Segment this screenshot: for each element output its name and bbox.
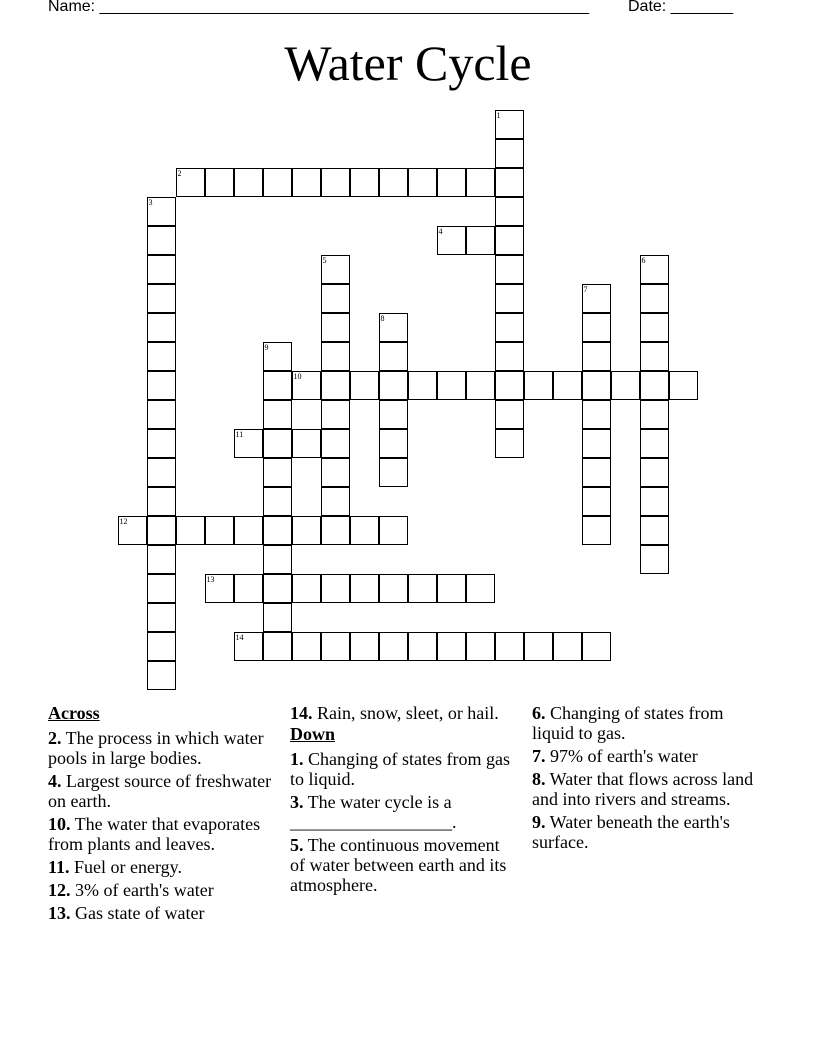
crossword-cell[interactable] [379, 516, 408, 545]
crossword-cell[interactable] [495, 632, 524, 661]
crossword-cell[interactable] [147, 255, 176, 284]
clue [48, 728, 284, 768]
clue-number: 8 [380, 313, 385, 323]
crossword-cell[interactable] [234, 632, 263, 661]
crossword-cell[interactable] [669, 371, 698, 400]
crossword-cell[interactable] [495, 429, 524, 458]
clue [290, 835, 512, 895]
crossword-cell[interactable] [582, 429, 611, 458]
header [48, 0, 733, 16]
clue-text: The continuous movement of water between earth and its atmosphere. [290, 835, 507, 895]
crossword-cell[interactable] [321, 516, 350, 545]
clue-number: 12 [119, 516, 128, 526]
clue [532, 746, 768, 766]
crossword-cell[interactable] [640, 429, 669, 458]
clue-text: The water that evaporates from plants and leaves. [48, 814, 261, 854]
crossword-cell[interactable] [263, 603, 292, 632]
crossword-cell[interactable] [379, 632, 408, 661]
crossword-cell[interactable] [379, 574, 408, 603]
crossword-cell[interactable] [640, 487, 669, 516]
crossword-cell[interactable] [495, 313, 524, 342]
crossword-cell[interactable] [495, 197, 524, 226]
clue-number: 11 [235, 429, 244, 439]
crossword-cell[interactable] [553, 632, 582, 661]
crossword-cell[interactable] [147, 313, 176, 342]
clue [48, 814, 284, 854]
crossword-cell[interactable] [437, 168, 466, 197]
crossword-cell[interactable] [321, 313, 350, 342]
crossword-cell[interactable] [495, 110, 524, 139]
crossword-cell[interactable] [640, 458, 669, 487]
crossword-cell[interactable] [321, 487, 350, 516]
clue-number: 3 [148, 197, 153, 207]
crossword-cell[interactable] [263, 458, 292, 487]
clues-column-1 [48, 703, 284, 926]
across-clue-list [48, 728, 284, 923]
clue-number: 2 [177, 168, 182, 178]
crossword-cell[interactable] [379, 342, 408, 371]
down-clue-list [290, 749, 512, 895]
clue-text: Rain, snow, sleet, or hail. [312, 703, 499, 723]
clue-text: 3% of earth's water [70, 880, 214, 900]
clue-number: 1 [496, 110, 501, 120]
crossword-cell[interactable] [582, 516, 611, 545]
crossword-cell[interactable] [118, 516, 147, 545]
crossword-cell[interactable] [524, 632, 553, 661]
crossword-cell[interactable] [234, 429, 263, 458]
crossword-cell[interactable] [205, 574, 234, 603]
clue-text: Fuel or energy. [69, 857, 182, 877]
clue-number: 13 [206, 574, 215, 584]
clue-number: 10 [293, 371, 302, 381]
crossword-cell[interactable] [611, 371, 640, 400]
crossword-cell[interactable] [176, 516, 205, 545]
clue [48, 880, 284, 900]
crossword-cell[interactable] [263, 516, 292, 545]
crossword-cell[interactable] [292, 429, 321, 458]
crossword-cell[interactable] [263, 487, 292, 516]
clue-number: 14 [235, 632, 244, 642]
crossword-cell[interactable] [147, 400, 176, 429]
clue [48, 771, 284, 811]
crossword-cell[interactable] [292, 574, 321, 603]
clue [290, 703, 512, 723]
clue-number-label: 6. [532, 703, 546, 723]
clue-number: 7 [583, 284, 588, 294]
clue-number-label: 3. [290, 792, 304, 812]
crossword-cell[interactable] [350, 632, 379, 661]
crossword-cell[interactable] [495, 255, 524, 284]
clue-number-label: 10. [48, 814, 71, 834]
clue-number-label: 12. [48, 880, 71, 900]
clue-text: Water that flows across land and into rivers and streams. [532, 769, 754, 809]
crossword-cell[interactable] [495, 400, 524, 429]
crossword-cell[interactable] [640, 255, 669, 284]
clue-number: 9 [264, 342, 269, 352]
clue-text: Gas state of water [70, 903, 205, 923]
crossword-cell[interactable] [379, 400, 408, 429]
crossword-cell[interactable] [437, 371, 466, 400]
crossword-cell[interactable] [582, 487, 611, 516]
crossword-cell[interactable] [263, 632, 292, 661]
crossword-cell[interactable] [640, 313, 669, 342]
clues-column-3 [532, 703, 768, 855]
crossword-cell[interactable] [321, 255, 350, 284]
crossword-cell[interactable] [582, 313, 611, 342]
clue-number-label: 4. [48, 771, 62, 791]
name-field-label: Name: _______________________________________________________ [48, 0, 589, 15]
down-heading: Down [290, 724, 336, 744]
crossword-cell[interactable] [263, 545, 292, 574]
crossword-cell[interactable] [437, 574, 466, 603]
clue [532, 703, 768, 743]
crossword-cell[interactable] [147, 516, 176, 545]
crossword-cell[interactable] [640, 284, 669, 313]
clue-number-label: 7. [532, 746, 546, 766]
crossword-cell[interactable] [321, 429, 350, 458]
crossword-cell[interactable] [263, 400, 292, 429]
crossword-cell[interactable] [524, 371, 553, 400]
crossword-cell[interactable] [640, 545, 669, 574]
crossword-cell[interactable] [437, 226, 466, 255]
clue [532, 812, 768, 852]
clue-number-label: 11. [48, 857, 70, 877]
crossword-cell[interactable] [263, 371, 292, 400]
clue-text: 97% of earth's water [545, 746, 698, 766]
crossword-cell[interactable] [466, 371, 495, 400]
crossword-cell[interactable] [321, 400, 350, 429]
crossword-cell[interactable] [176, 168, 205, 197]
crossword-cell[interactable] [495, 284, 524, 313]
crossword-cell[interactable] [147, 545, 176, 574]
crossword-cell[interactable] [379, 429, 408, 458]
crossword-cell[interactable] [408, 632, 437, 661]
crossword-cell[interactable] [640, 342, 669, 371]
crossword-cell[interactable] [234, 516, 263, 545]
crossword-cell[interactable] [379, 168, 408, 197]
clue-number: 4 [438, 226, 443, 236]
crossword-cell[interactable] [379, 371, 408, 400]
crossword-cell[interactable] [234, 168, 263, 197]
clue [290, 749, 512, 789]
crossword-cell[interactable] [495, 371, 524, 400]
crossword-cell[interactable] [582, 284, 611, 313]
crossword-cell[interactable] [205, 168, 234, 197]
crossword-cell[interactable] [640, 371, 669, 400]
crossword-cell[interactable] [292, 516, 321, 545]
crossword-cell[interactable] [147, 574, 176, 603]
crossword-cell[interactable] [553, 371, 582, 400]
crossword-cell[interactable] [263, 429, 292, 458]
crossword-cell[interactable] [321, 574, 350, 603]
crossword-cell[interactable] [205, 516, 234, 545]
crossword-cell[interactable] [379, 313, 408, 342]
clue [48, 857, 284, 877]
crossword-cell[interactable] [350, 168, 379, 197]
crossword-cell[interactable] [582, 458, 611, 487]
crossword-cell[interactable] [466, 574, 495, 603]
crossword-cell[interactable] [147, 197, 176, 226]
clue [290, 792, 512, 832]
crossword-cell[interactable] [147, 371, 176, 400]
clue-number-label: 14. [290, 703, 313, 723]
crossword-cell[interactable] [495, 342, 524, 371]
crossword-cell[interactable] [147, 661, 176, 690]
crossword-cell[interactable] [147, 226, 176, 255]
crossword-cell[interactable] [263, 168, 292, 197]
crossword-cell[interactable] [582, 632, 611, 661]
crossword-cell[interactable] [147, 458, 176, 487]
crossword-cell[interactable] [321, 168, 350, 197]
clue-number: 6 [641, 255, 646, 265]
crossword-cell[interactable] [147, 487, 176, 516]
clue-text: The water cycle is a __________________. [290, 792, 457, 832]
crossword-cell[interactable] [147, 429, 176, 458]
crossword-cell[interactable] [350, 516, 379, 545]
crossword-cell[interactable] [408, 574, 437, 603]
clue [532, 769, 768, 809]
crossword-cell[interactable] [640, 400, 669, 429]
crossword-cell[interactable] [582, 342, 611, 371]
clue-text: Water beneath the earth's surface. [532, 812, 730, 852]
crossword-cell[interactable] [350, 371, 379, 400]
crossword-cell[interactable] [292, 632, 321, 661]
crossword-cell[interactable] [466, 632, 495, 661]
crossword-cell[interactable] [640, 516, 669, 545]
crossword-cell[interactable] [495, 139, 524, 168]
crossword-cell[interactable] [379, 458, 408, 487]
crossword-cell[interactable] [321, 342, 350, 371]
crossword-cell[interactable] [495, 168, 524, 197]
crossword-cell[interactable] [147, 342, 176, 371]
clue-number-label: 5. [290, 835, 304, 855]
clue-text: The process in which water pools in large bodies. [48, 728, 264, 768]
crossword-cell[interactable] [582, 371, 611, 400]
page-title: Water Cycle [284, 35, 532, 91]
crossword-cell[interactable] [147, 603, 176, 632]
crossword-cell[interactable] [292, 168, 321, 197]
crossword-cell[interactable] [582, 400, 611, 429]
clue-text: Changing of states from gas to liquid. [290, 749, 510, 789]
across-heading: Across [48, 703, 100, 723]
crossword-cell[interactable] [408, 371, 437, 400]
crossword-cell[interactable] [263, 574, 292, 603]
clue-text: Largest source of freshwater on earth. [48, 771, 272, 811]
crossword-cell[interactable] [321, 284, 350, 313]
clue-number-label: 2. [48, 728, 62, 748]
crossword-cell[interactable] [495, 226, 524, 255]
clue-number-label: 8. [532, 769, 546, 789]
crossword-cell[interactable] [263, 342, 292, 371]
down-clue-list-continued [532, 703, 768, 852]
crossword-cell[interactable] [408, 168, 437, 197]
clue-text: Changing of states from liquid to gas. [532, 703, 724, 743]
clues-column-2 [290, 703, 512, 898]
crossword-cell[interactable] [437, 632, 466, 661]
crossword-cell[interactable] [234, 574, 263, 603]
crossword-cell[interactable] [292, 371, 321, 400]
across-clue-list-continued [290, 703, 512, 723]
crossword-cell[interactable] [350, 574, 379, 603]
crossword-cell[interactable] [147, 632, 176, 661]
crossword-cell[interactable] [466, 168, 495, 197]
crossword-cell[interactable] [147, 284, 176, 313]
clue-number-label: 13. [48, 903, 71, 923]
date-field-label: Date: _______ [628, 0, 733, 15]
crossword-cell[interactable] [321, 458, 350, 487]
clue-number-label: 1. [290, 749, 304, 769]
clue-number: 5 [322, 255, 327, 265]
clue-number-label: 9. [532, 812, 546, 832]
clue [48, 903, 284, 923]
crossword-cell[interactable] [321, 632, 350, 661]
crossword-cell[interactable] [466, 226, 495, 255]
crossword-cell[interactable] [321, 371, 350, 400]
